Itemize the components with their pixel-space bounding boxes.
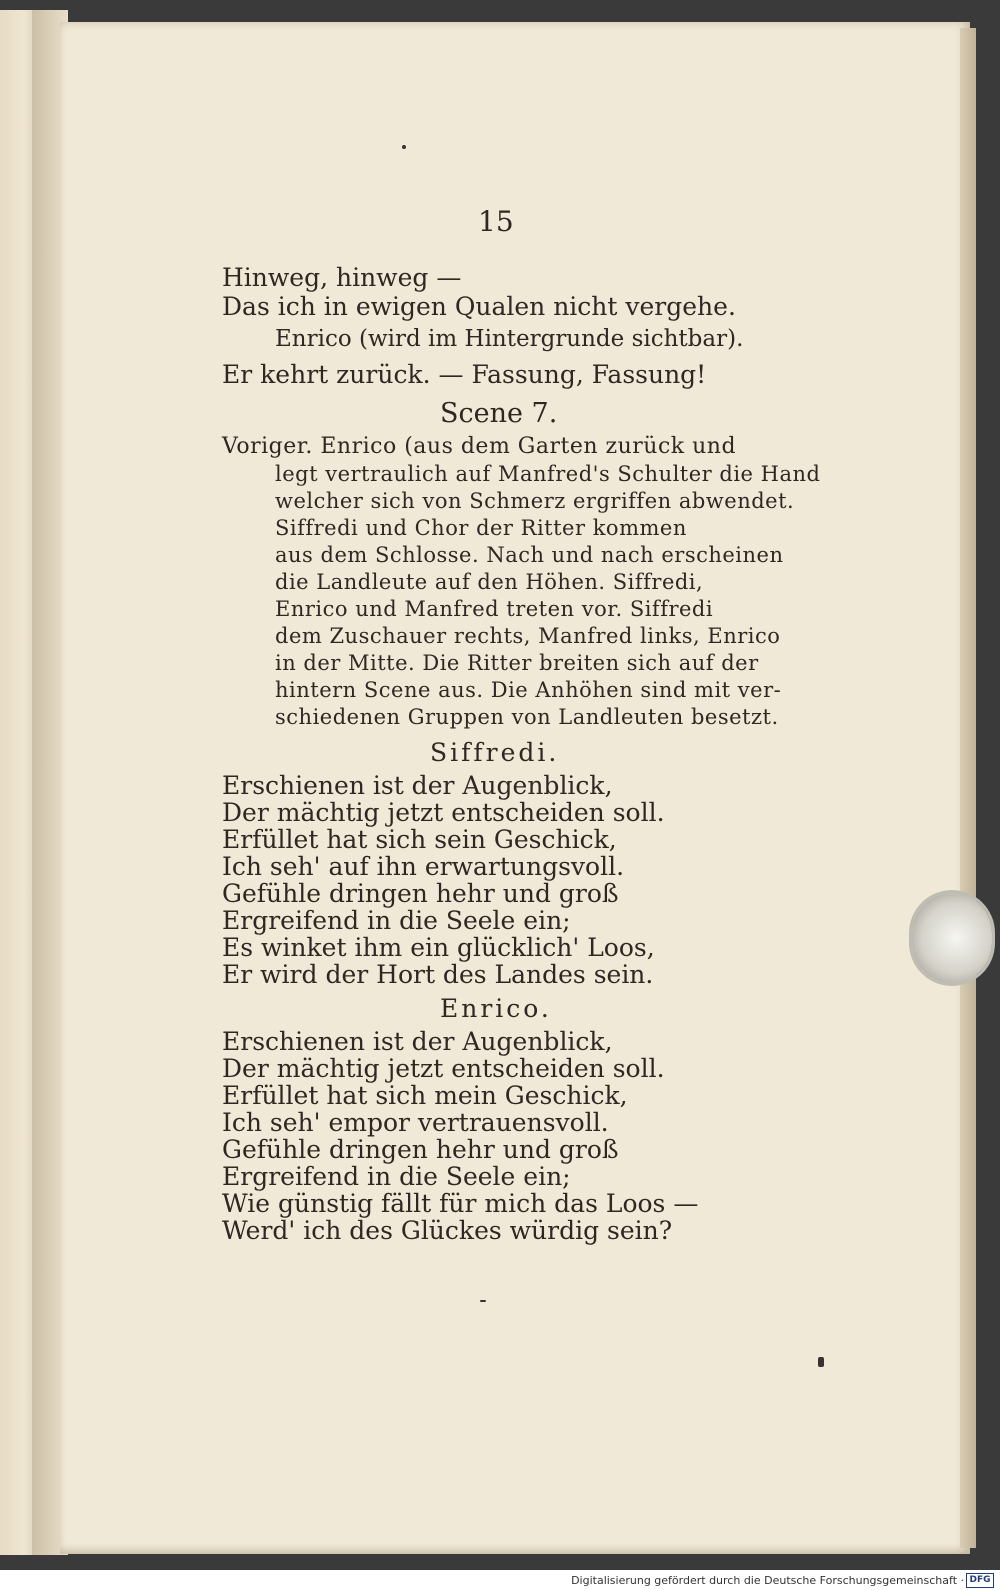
verse-line: Erfüllet hat sich sein Geschick,	[222, 825, 617, 854]
stage-direction-line: hintern Scene aus. Die Anhöhen sind mit ver-	[275, 678, 782, 702]
dfg-logo: DFG	[966, 1573, 994, 1588]
speaker-name: Siffredi.	[430, 738, 560, 767]
verse-line: Der mächtig jetzt entscheiden soll.	[222, 798, 665, 827]
scene-heading: Scene 7.	[440, 398, 558, 429]
verse-line: Es winket ihm ein glücklich' Loos,	[222, 933, 655, 962]
funding-credit: Digitalisierung gefördert durch die Deutsche Forschungsgemeinschaft ·	[571, 1574, 964, 1587]
stage-note: Enrico (wird im Hintergrunde sichtbar).	[275, 326, 744, 352]
verse-line: Der mächtig jetzt entscheiden soll.	[222, 1054, 665, 1083]
stage-direction-line: Voriger. Enrico (aus dem Garten zurück und	[222, 434, 737, 459]
stage-direction-line: Siffredi und Chor der Ritter kommen	[275, 516, 687, 540]
verse-line: Werd' ich des Glückes würdig sein?	[222, 1216, 673, 1245]
verse-line: Wie günstig fällt für mich das Loos —	[222, 1189, 699, 1218]
stage-direction-line: welcher sich von Schmerz ergriffen abwendet.	[275, 489, 795, 513]
paper-speck	[818, 1357, 824, 1367]
verse-line: Ergreifend in die Seele ein;	[222, 1162, 571, 1191]
verse-line: Gefühle dringen hehr und groß	[222, 1135, 619, 1164]
paper-speck	[402, 145, 406, 149]
verse-line: Erfüllet hat sich mein Geschick,	[222, 1081, 628, 1110]
stage-direction-line: Enrico und Manfred treten vor. Siffredi	[275, 597, 714, 621]
stage-direction-line: in der Mitte. Die Ritter breiten sich auf der	[275, 651, 759, 675]
page-stack-edge	[960, 28, 976, 1548]
stage-direction-line: aus dem Schlosse. Nach und nach erscheinen	[275, 543, 784, 567]
verse-line: Er kehrt zurück. — Fassung, Fassung!	[222, 360, 707, 389]
verse-line: Das ich in ewigen Qualen nicht vergehe.	[222, 292, 736, 321]
verse-line: Hinweg, hinweg —	[222, 263, 462, 292]
verse-line: Gefühle dringen hehr und groß	[222, 879, 619, 908]
verse-line: Erschienen ist der Augenblick,	[222, 1027, 613, 1056]
stage-direction-line: dem Zuschauer rechts, Manfred links, Enrico	[275, 624, 781, 648]
page-number: 15	[478, 205, 514, 238]
verse-line: Ich seh' empor vertrauensvoll.	[222, 1108, 609, 1137]
stage-direction-line: schiedenen Gruppen von Landleuten besetzt.	[275, 705, 779, 729]
page-clip	[912, 893, 992, 983]
verse-line: Ich seh' auf ihn erwartungsvoll.	[222, 852, 625, 881]
verse-line: Er wird der Hort des Landes sein.	[222, 960, 654, 989]
verse-line: Erschienen ist der Augenblick,	[222, 771, 613, 800]
paper-speck	[480, 1300, 486, 1302]
verse-line: Ergreifend in die Seele ein;	[222, 906, 571, 935]
speaker-name: Enrico.	[440, 994, 552, 1023]
stage-direction-line: die Landleute auf den Höhen. Siffredi,	[275, 570, 704, 594]
stage-direction-line: legt vertraulich auf Manfred's Schulter die Hand	[275, 462, 821, 486]
